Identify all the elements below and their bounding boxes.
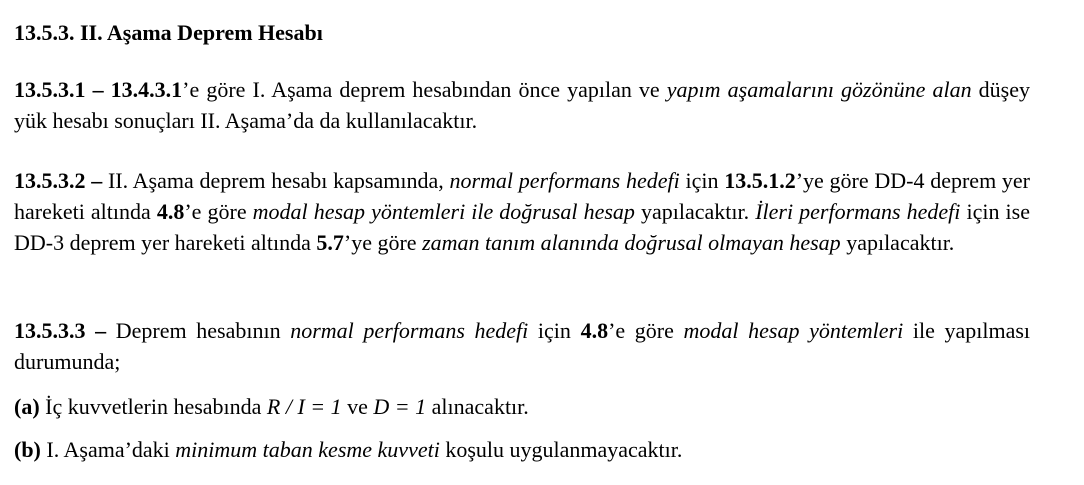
emphasis-text: zaman tanım alanında doğrusal olmayan hesap [422, 230, 841, 255]
paragraph-text: ’e göre I. Aşama deprem hesabından önce yapılan ve [182, 77, 667, 102]
emphasis-text: İleri performans hedefi [755, 199, 961, 224]
paragraph-text: için [528, 318, 581, 343]
paragraph-text: için [679, 168, 725, 193]
clause-reference: 4.8 [156, 199, 185, 224]
paragraph-text: I. Aşama’daki [40, 437, 176, 462]
paragraph-text: ’e göre [184, 199, 253, 224]
paragraph-text: ’e göre [608, 318, 684, 343]
paragraph-text: ’ye göre DD-4 deprem yer hareketi altında [14, 168, 1031, 224]
paragraph-13-5-3-3 [14, 315, 1030, 377]
paragraph-text: Deprem hesabının [115, 318, 291, 343]
paragraph-13-5-3-1 [14, 74, 1030, 136]
clause-number: 13.5.3.3 – [14, 318, 116, 343]
clause-number: 13.5.3.1 – [14, 77, 111, 102]
paragraph-text: alınacaktır. [426, 394, 529, 419]
math-expression: R / I = 1 [266, 394, 342, 419]
emphasis-text: minimum taban kesme kuvveti [175, 437, 440, 462]
clause-reference: 13.4.3.1 [110, 77, 183, 102]
math-expression: D = 1 [373, 394, 427, 419]
clause-reference: 5.7 [316, 230, 344, 255]
list-label: (b) [14, 437, 41, 462]
paragraph-text: ile yapılması durumunda; [14, 318, 1031, 374]
paragraph-text: II. Aşama deprem hesabı kapsamında, [107, 168, 450, 193]
emphasis-text: yapım aşamalarını gözönüne alan [666, 77, 972, 102]
paragraph-text: yapılacaktır. [840, 230, 955, 255]
clause-reference: 13.5.1.2 [724, 168, 796, 193]
paragraph-text: yapılacaktır. [634, 199, 756, 224]
emphasis-text: modal hesap yöntemleri ile doğrusal hesap [252, 199, 635, 224]
emphasis-text: normal performans hedefi [290, 318, 529, 343]
paragraph-13-5-3-2 [14, 165, 1030, 258]
emphasis-text: modal hesap yöntemleri [683, 318, 904, 343]
list-label: (a) [14, 394, 40, 419]
emphasis-text: normal performans hedefi [449, 168, 680, 193]
list-item-b [14, 434, 1030, 465]
paragraph-text: ve [341, 394, 374, 419]
paragraph-text: düşey yük hesabı sonuçları II. Aşama’da da kullanılacaktır. [14, 77, 1031, 133]
paragraph-text: İç kuvvetlerin hesabında [39, 394, 267, 419]
clause-number: 13.5.3.2 – [14, 168, 108, 193]
section-heading: 13.5.3. II. Aşama Deprem Hesabı [14, 20, 323, 45]
paragraph-text: ’ye göre [343, 230, 423, 255]
paragraph-text: için ise DD-3 deprem yer hareketi altında [14, 199, 1030, 255]
list-item-a [14, 391, 1030, 422]
clause-reference: 4.8 [580, 318, 609, 343]
paragraph-text: koşulu uygulanmayacaktır. [439, 437, 683, 462]
